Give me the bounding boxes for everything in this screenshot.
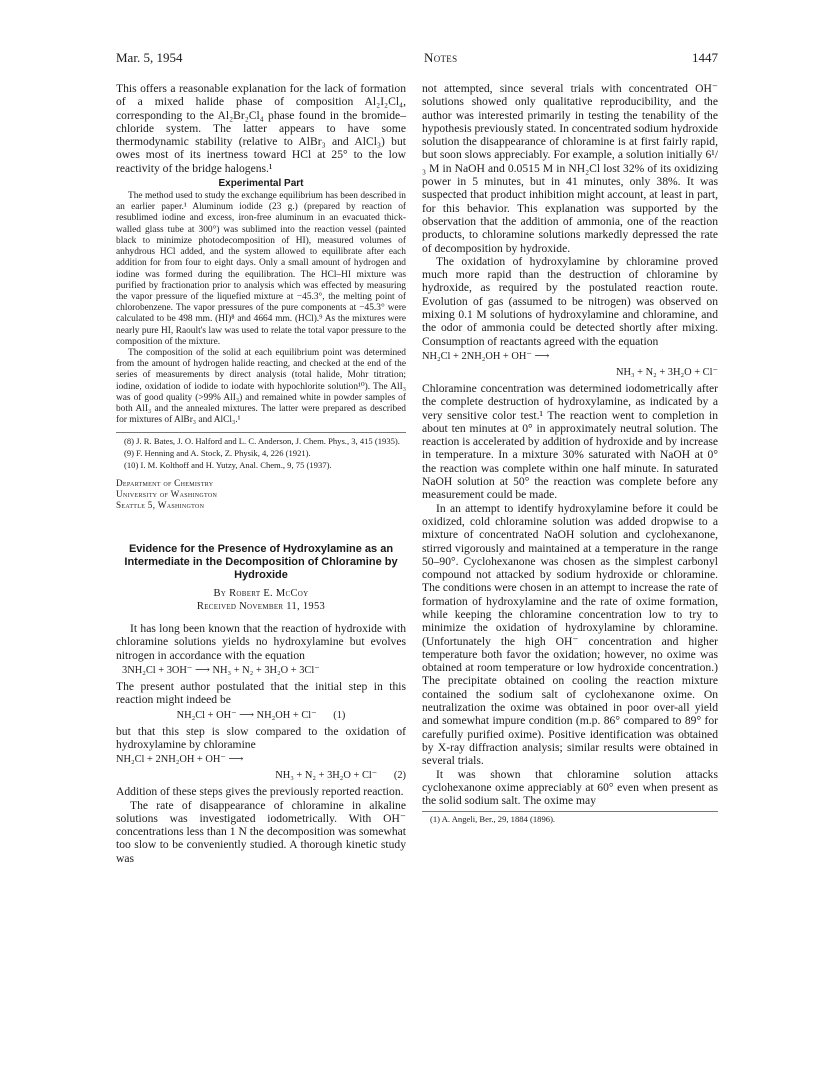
equation-line-2: NH₃ + N₂ + 3H₂O + Cl⁻	[615, 366, 718, 378]
equation-1-number: (1)	[333, 709, 346, 721]
equation-overall: 3NH₂Cl + 3OH⁻ ⟶ NH₃ + N₂ + 3H₂O + 3Cl⁻	[122, 665, 320, 677]
body-paragraph: The rate of disappearance of chloramine in alkaline solutions was investigated iodometrically. With OH⁻ concentrations less than 1 N the decomposition was somewhat too slow to be conveniently studied. A thorough kinetic study was	[116, 798, 406, 865]
article-byline: By Robert E. McCoy	[213, 588, 309, 600]
footnote: (1) A. Angeli, Ber., 29, 1884 (1896).	[430, 814, 556, 825]
page-header	[116, 50, 718, 68]
experimental-heading: Experimental Part	[218, 178, 304, 190]
right-column	[422, 82, 718, 825]
body-paragraph: Addition of these steps gives the previously reported reaction.	[116, 785, 404, 799]
reference-item: (10) I. M. Kolthoff and H. Yutzy, Anal. Chem., 9, 75 (1937).	[124, 459, 332, 470]
body-paragraph: not attempted, since several trials with concentrated OH⁻ solutions showed only qualitative reproducibility, and the author was interested primarily in testing the tenability of the hypothesis previously stated. In concentrated sodium hydroxide solution the disappearance of chloramine is at first fairly rapid, but soon slows appreciably. For example, a solution initially 6¹/₃ M in NaOH and 0.0515 M in NH₂Cl lost 32% of its oxidizing power in 5 minutes, but in 41 minutes, only 38%. It was suspected that product inhibition might account, at least in part, for this behavior. This explanation was supported by the observation that the addition of ammonia, one of the reaction products, to chloramine solutions markedly depressed the rate of decomposition by hydroxide.	[422, 82, 718, 255]
equation-2-text: NH₃ + N₂ + 3H₂O + Cl⁻	[275, 770, 378, 782]
experimental-paragraph-2: The composition of the solid at each equilibrium point was determined from the amount of hydrogen halide reacting, and checked at the end of the series of measurements by direct analysis (total halide, Mohr titration; iodine, oxidation of iodide to iodate with hypochlorite solution¹⁰). The AlI₃ was of good quality (>99% AlI₃) and remained white in powder samples of both AlI₃ and the annealed mixtures. The latter were prepared as described for mixtures of AlBr₃ and AlCl₃.¹	[116, 347, 406, 426]
body-paragraph: Chloramine concentration was determined iodometrically after the complete destruction of hydroxylamine, as indicated by a very sensitive color test.¹ The reaction went to completion in about ten minutes at 0° in approximately neutral solution. The reaction is accelerated by addition of hydroxide and by increase in temperature. In a mixture 30% saturated with NaOH at 0° the reaction was complete within one half minute. In saturated NaOH solution at 50° the reaction was complete before any measurement could be made.	[422, 381, 718, 502]
equation-1	[116, 709, 406, 723]
left-column	[116, 82, 406, 865]
intro-paragraph: This offers a reasonable explanation for the lack of formation of a mixed halide phase of composition Al₂I₂Cl₄, corresponding to the Al₂Br₂Cl₄ phase found in the bromide–chloride system. The latter appears to have some thermodynamic stability (relative to AlBr₃ and AlCl₃) but owes most of its inertness toward HCl at 25° to the low reactivity of the bridge halogens.¹	[116, 82, 406, 175]
body-paragraph: It was shown that chloramine solution attacks cyclohexanone oxime appreciably at 60° even when present as the solid sodium salt. The oxime may	[422, 767, 718, 808]
body-paragraph: but that this step is slow compared to the oxidation of hydroxylamine by chloramine	[116, 724, 406, 751]
equation-2-line-2	[116, 769, 406, 783]
header-date: Mar. 5, 1954	[116, 50, 183, 65]
equation-2-line-1: NH₂Cl + 2NH₂OH + OH⁻ ⟶	[116, 754, 244, 766]
body-paragraph: The present author postulated that the initial step in this reaction might indeed be	[116, 680, 406, 707]
affiliation-line: Department of Chemistry	[116, 478, 214, 489]
affiliation-line: University of Washington	[116, 489, 218, 500]
body-paragraph: The oxidation of hydroxylamine by chloramine proved much more rapid than the destruction of chloramine by hydroxide, as required by the postulated reaction route. Evolution of gas (assumed to be nitrogen) was observed on mixing 0.1 M solutions of hydroxylamine and chloramine, and the odor of ammonia could be detected shortly after mixing. Consumption of reactants agreed with the equation	[422, 254, 718, 348]
equation-2-number: (2)	[393, 770, 406, 782]
article-title: Evidence for the Presence of Hydroxylamine as an Intermediate in the Decomposition of Chloramine by Hydroxide	[124, 543, 398, 582]
received-date: Received November 11, 1953	[196, 601, 326, 613]
affiliation-line: Seattle 5, Washington	[116, 500, 205, 511]
footnote-divider	[422, 811, 718, 812]
reference-item: (8) J. R. Bates, J. O. Halford and L. C. Anderson, J. Chem. Phys., 3, 415 (1935).	[124, 436, 400, 447]
body-paragraph: It has long been known that the reaction of hydroxide with chloramine solutions yields no hydroxylamine but evolves nitrogen in accordance with the equation	[116, 622, 406, 662]
reference-item: (9) F. Henning and A. Stock, Z. Physik, 4, 226 (1921).	[124, 447, 311, 458]
reference-list	[116, 432, 406, 470]
header-section: Notes	[424, 50, 458, 65]
header-page-number: 1447	[692, 50, 718, 65]
affiliation-block	[116, 478, 406, 511]
experimental-paragraph-1: The method used to study the exchange equilibrium has been described in an earlier paper.¹ Aluminum iodide (23 g.) (prepared by reaction of resublimed iodine and excess, iron-free aluminum in an evacuated thick-walled glass tube at 300°) was sublimed into the reaction vessel (painted black to minimize photodecomposition of HI), measured volumes of anhydrous HCl added, and the system allowed to equilibrate after each addition for from four to eight days. Only a small amount of hydrogen and iodine was formed during the equilibration. The HCl–HI mixture was purified by fractionation prior to analysis which was effected by measuring the vapor pressure of the liquefied mixture at −45.3°, the melting point of chlorobenzene. The vapor pressures of the pure components at −45.3° were calculated to be 498 mm. (HI)⁸ and 4664 mm. (HCl).⁹ As the mixtures were nearly pure HI, Raoult's law was used to relate the total vapor pressure to the composition of the mixture.	[116, 191, 406, 347]
equation-line-1: NH₂Cl + 2NH₂OH + OH⁻ ⟶	[422, 350, 550, 362]
equation-1-text: NH₂Cl + OH⁻ ⟶ NH₂OH + Cl⁻	[176, 709, 317, 721]
body-paragraph: In an attempt to identify hydroxylamine before it could be oxidized, cold chloramine solution was added dropwise to a mixture of concentrated NaOH solution and cyclohexanone, stirred vigorously and maintained at a temperature in the range 50–90°. Cyclohexanone was chosen as the simplest carbonyl compound not attacked by sodium hydroxide or chloramine. The conditions were chosen in an attempt to increase the rate of formation of hydroxylamine and the rate of oxime formation, while keeping the chloramine concentration low to try to minimize the oxidation of hydroxylamine by chloramine. (Unfortunately the high OH⁻ concentration and higher temperature both favor the oxidation; however, no oxime was obtained at room temperature or low hydroxide concentration.) The precipitate obtained on cooling the reaction mixture contained the sodium salt of cyclohexanone oxime. On neutralization the oxime was obtained in poor over-all yield and somewhat impure condition (m.p. 86° compared to 89° for carefully purified oxime). Positive identification was obtained by X-ray diffraction analysis; similar results were obtained in several trials.	[422, 501, 718, 768]
